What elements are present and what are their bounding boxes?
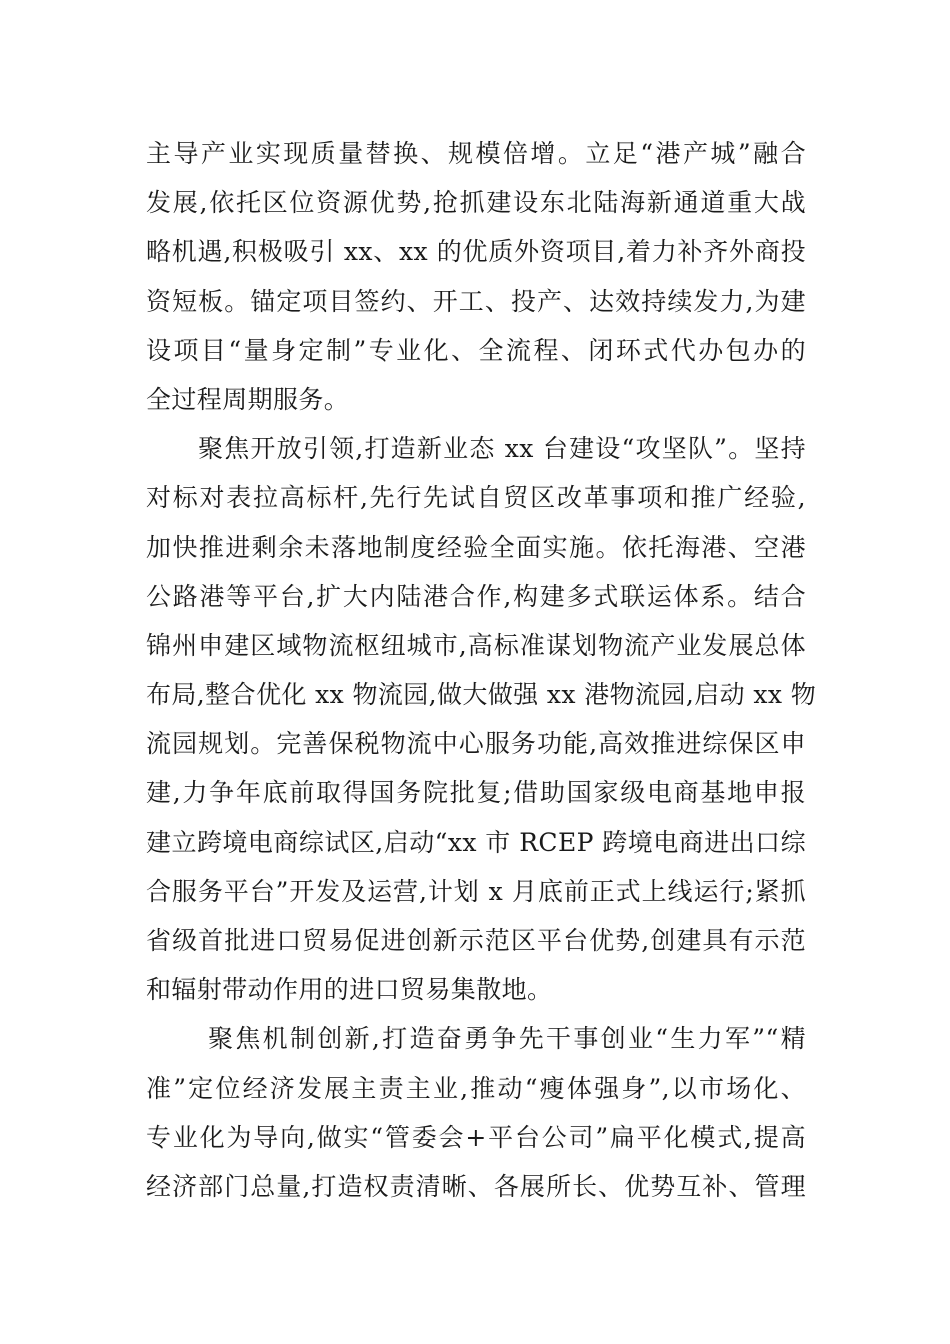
text-line: 发展,依托区位资源优势,抢抓建设东北陆海新通道重大战: [146, 188, 806, 218]
text-line: 布局,整合优化 xx 物流园,做大做强 xx 港物流园,启动 xx 物: [146, 680, 817, 710]
text-line: 经济部门总量,打造权责清晰、各展所长、优势互补、管理: [146, 1171, 806, 1201]
paragraph-2: [146, 424, 817, 1014]
text-line: 锦州申建区域物流枢纽城市,高标准谋划物流产业发展总体: [146, 630, 806, 660]
body-text: [146, 129, 817, 1211]
text-line: 聚焦开放引领,打造新业态 xx 台建设“攻坚队”。坚持: [198, 434, 806, 464]
text-line: 公路港等平台,扩大内陆港合作,构建多式联运体系。结合: [146, 581, 806, 611]
paragraph-3: [146, 1014, 806, 1211]
text-line: 略机遇,积极吸引 xx、xx 的优质外资项目,着力补齐外商投: [146, 237, 806, 267]
text-line: 建立跨境电商综试区,启动“xx 市 RCEP 跨境电商进出口综: [146, 827, 806, 857]
text-line: 资短板。锚定项目签约、开工、投产、达效持续发力,为建: [146, 286, 806, 316]
text-line: 省级首批进口贸易促进创新示范区平台优势,创建具有示范: [146, 926, 806, 955]
text-line: 设项目“量身定制”专业化、全流程、闭环式代办包办的: [146, 335, 806, 365]
paragraph-1: [146, 129, 806, 424]
text-line: 合服务平台”开发及运营,计划 x 月底前正式上线运行;紧抓: [146, 876, 806, 906]
text-line: 加快推进剩余未落地制度经验全面实施。依托海港、空港: [146, 532, 806, 562]
text-line: 和辐射带动作用的进口贸易集散地。: [146, 975, 553, 1005]
text-line: 对标对表拉高标杆,先行先试自贸区改革事项和推广经验,: [146, 483, 806, 513]
text-line: 专业化为导向,做实“管委会+平台公司”扁平化模式,提高: [146, 1122, 806, 1152]
text-line: 建,力争年底前取得国务院批复;借助国家级电商基地申报: [146, 778, 806, 808]
text-line: 流园规划。完善保税物流中心服务功能,高效推进综保区申: [146, 729, 806, 759]
text-line: 聚焦机制创新,打造奋勇争先干事创业“生力军”“精: [208, 1024, 806, 1054]
text-line: 主导产业实现质量替换、规模倍增。立足“港产城”融合: [146, 139, 806, 168]
text-line: 准”定位经济发展主责主业,推动“瘦体强身”,以市场化、: [146, 1073, 806, 1103]
text-line: 全过程周期服务。: [146, 384, 350, 414]
